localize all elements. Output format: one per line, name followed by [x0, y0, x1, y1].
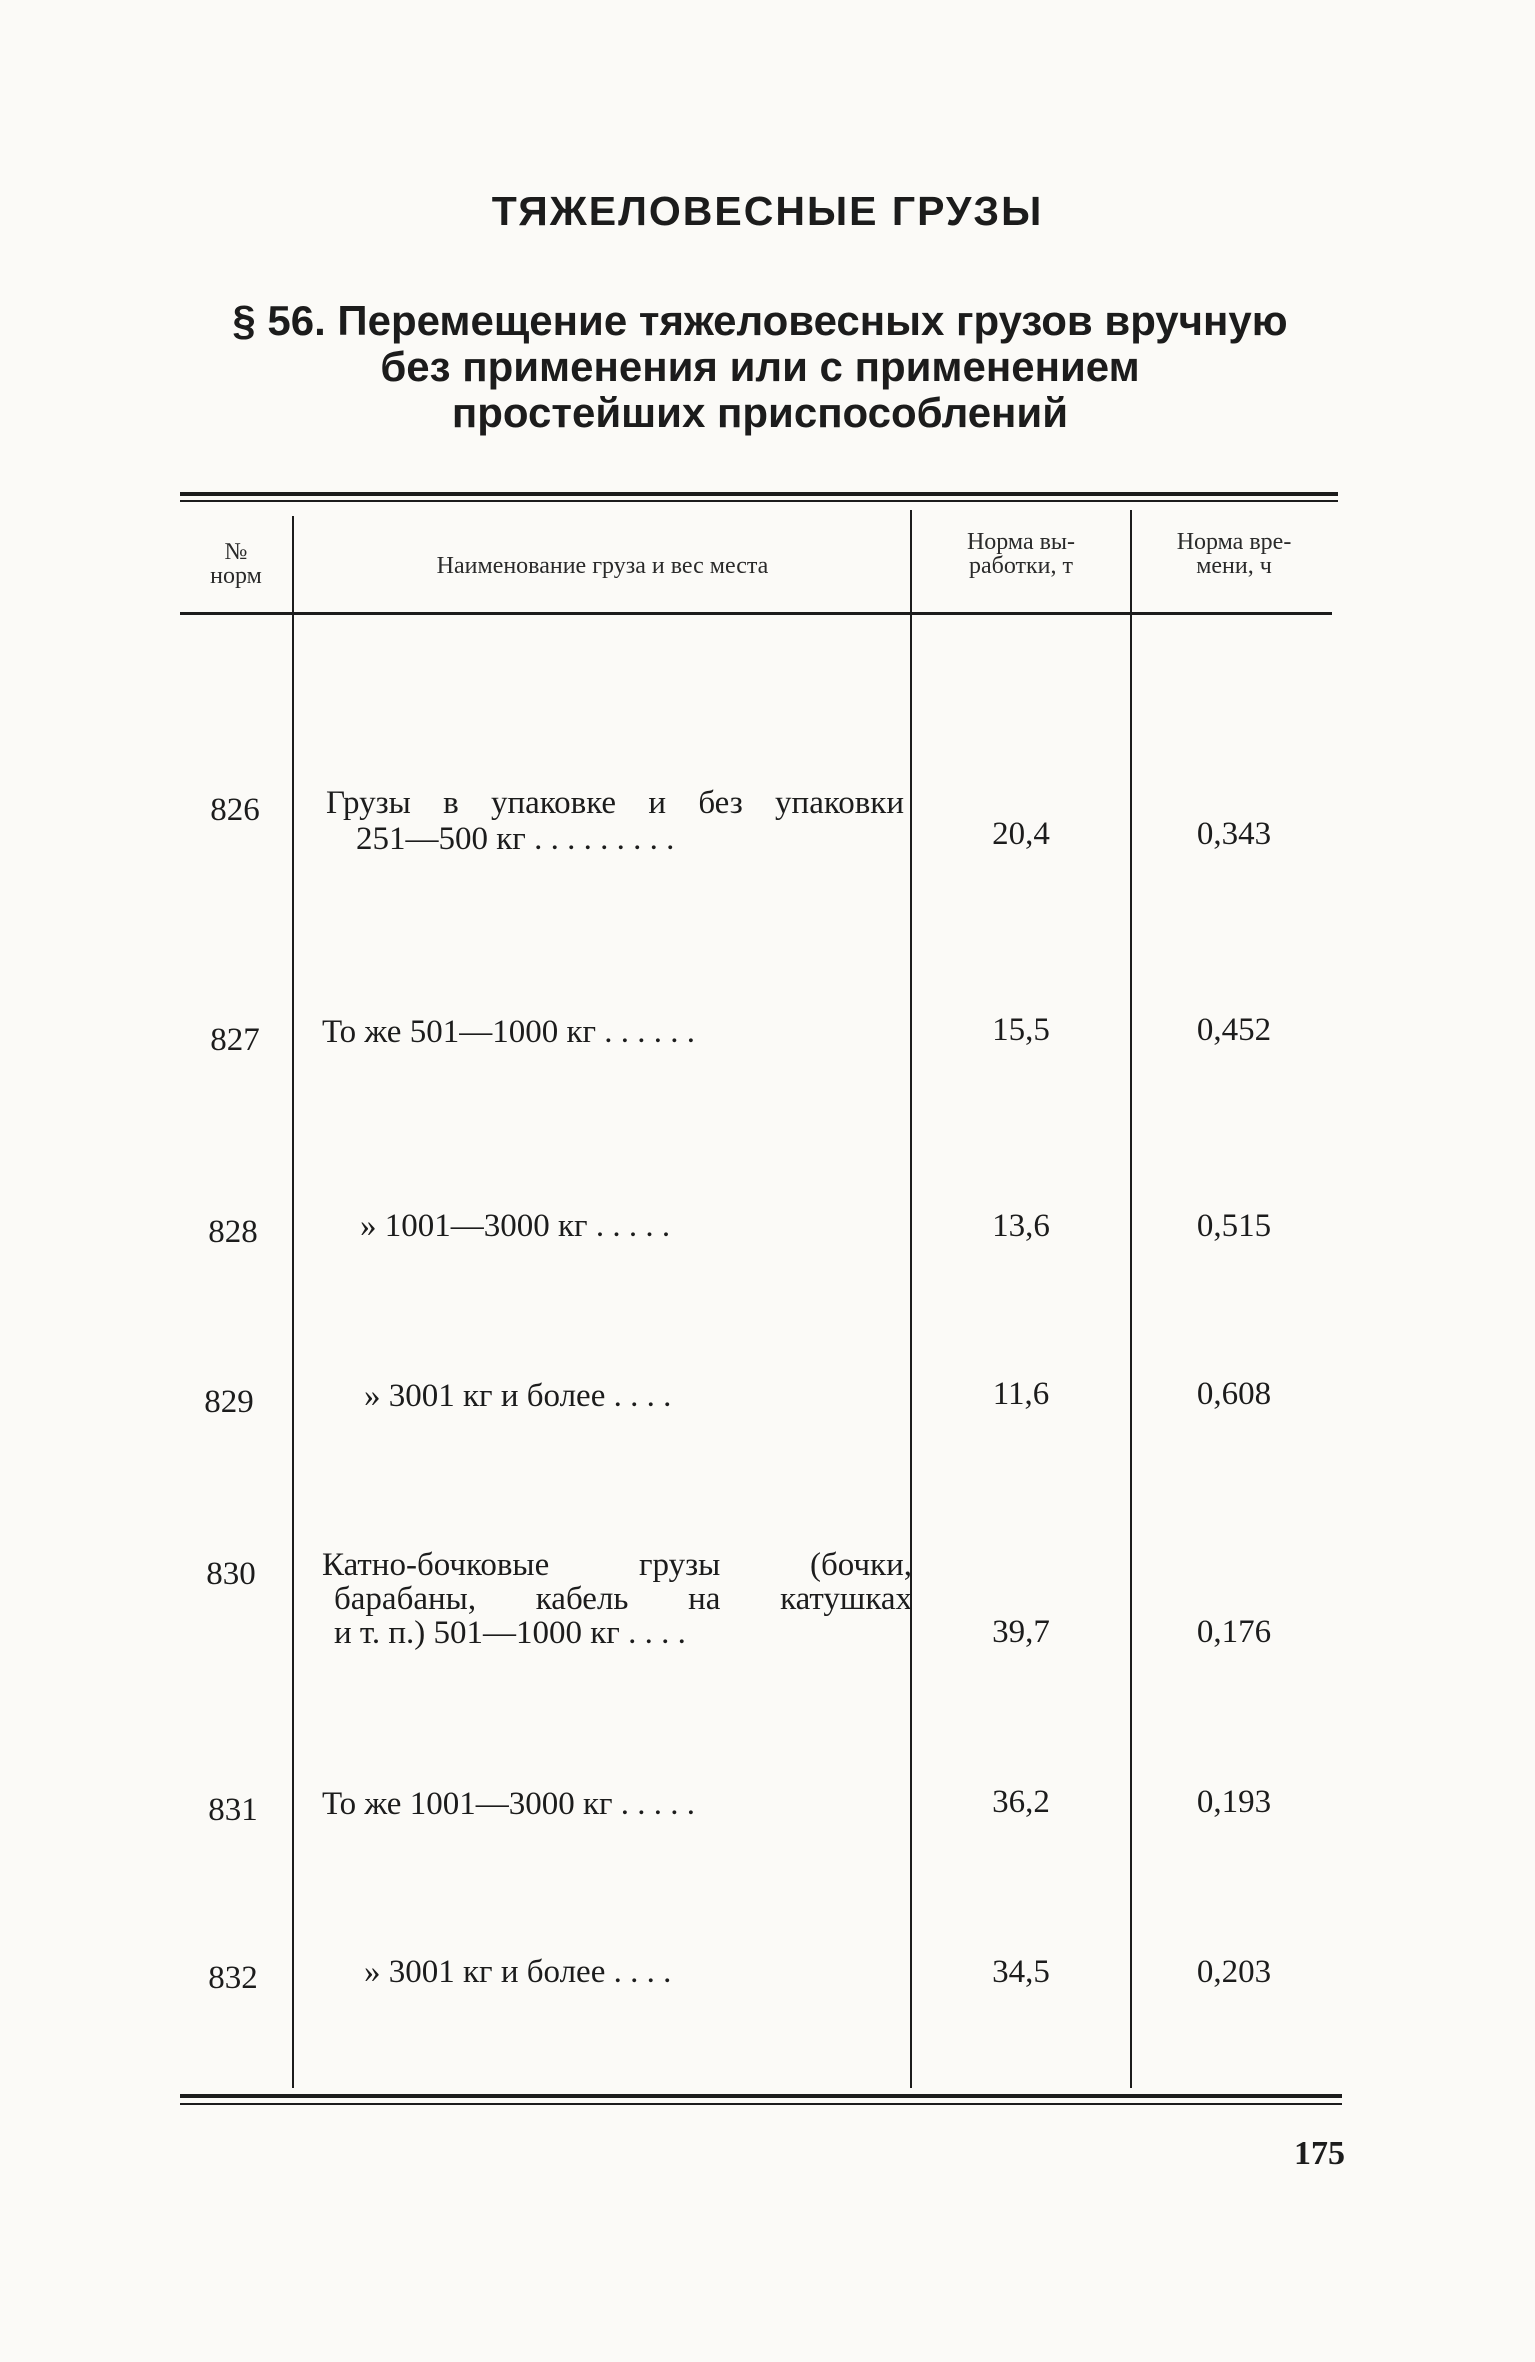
table-top-rule-thin	[180, 500, 1338, 502]
time-norm: 0,343	[1196, 816, 1272, 852]
norm-number: 828	[208, 1214, 258, 1250]
cargo-name: Катно-бочковые грузы (бочки, барабаны, кабель на катушках и т. п.) 501—1000 кг . . . .	[322, 1547, 912, 1651]
output-norm: 34,5	[992, 1954, 1050, 1990]
time-norm: 0,176	[1196, 1614, 1272, 1650]
column-divider	[1130, 510, 1132, 2088]
output-norm: 13,6	[992, 1208, 1050, 1244]
cargo-name: То же 1001—3000 кг . . . . .	[322, 1786, 696, 1822]
column-header-output: Норма вы- работки, т	[966, 529, 1076, 579]
output-norm: 15,5	[992, 1012, 1050, 1048]
output-norm: 11,6	[992, 1376, 1050, 1412]
running-title: ТЯЖЕЛОВЕСНЫЕ ГРУЗЫ	[491, 188, 1044, 234]
table-bottom-rule	[180, 2094, 1342, 2098]
cargo-name: » 3001 кг и более . . . .	[364, 1378, 672, 1414]
output-norm: 20,4	[992, 816, 1050, 852]
time-norm: 0,452	[1196, 1012, 1272, 1048]
table-top-rule	[180, 492, 1338, 496]
section-heading	[180, 298, 1340, 436]
norm-number: 826	[210, 792, 260, 828]
column-header-time: Норма вре- мени, ч	[1176, 529, 1292, 579]
norm-number: 830	[206, 1556, 256, 1592]
section-heading-line: § 56. Перемещение тяжеловесных грузов вручную	[232, 297, 1288, 344]
section-heading-line: без применения или с применением	[380, 343, 1140, 390]
time-norm: 0,515	[1196, 1208, 1272, 1244]
column-divider	[910, 510, 912, 2088]
header-bottom-rule	[180, 612, 1332, 615]
cargo-name: То же 501—1000 кг . . . . . .	[322, 1014, 696, 1050]
time-norm: 0,608	[1196, 1376, 1272, 1412]
output-norm: 39,7	[992, 1614, 1050, 1650]
time-norm: 0,193	[1196, 1784, 1272, 1820]
time-norm: 0,203	[1196, 1954, 1272, 1990]
page-number: 175	[1294, 2135, 1345, 2172]
cargo-name: » 3001 кг и более . . . .	[364, 1954, 672, 1990]
output-norm: 36,2	[992, 1784, 1050, 1820]
column-header-number: № норм	[210, 539, 262, 589]
table-bottom-rule-thin	[180, 2103, 1342, 2105]
cargo-name: » 1001—3000 кг . . . . .	[360, 1208, 671, 1244]
norm-number: 831	[208, 1792, 258, 1828]
norm-number: 827	[210, 1022, 260, 1058]
cargo-name: Грузы в упаковке и без упаковки 251—500 кг . . . . . . . . .	[326, 785, 904, 857]
column-divider	[292, 516, 294, 2088]
column-header-name: Наименование груза и вес места	[436, 553, 769, 579]
norm-number: 832	[208, 1960, 258, 1996]
norm-number: 829	[204, 1384, 254, 1420]
section-heading-line: простейших приспособлений	[451, 389, 1069, 436]
